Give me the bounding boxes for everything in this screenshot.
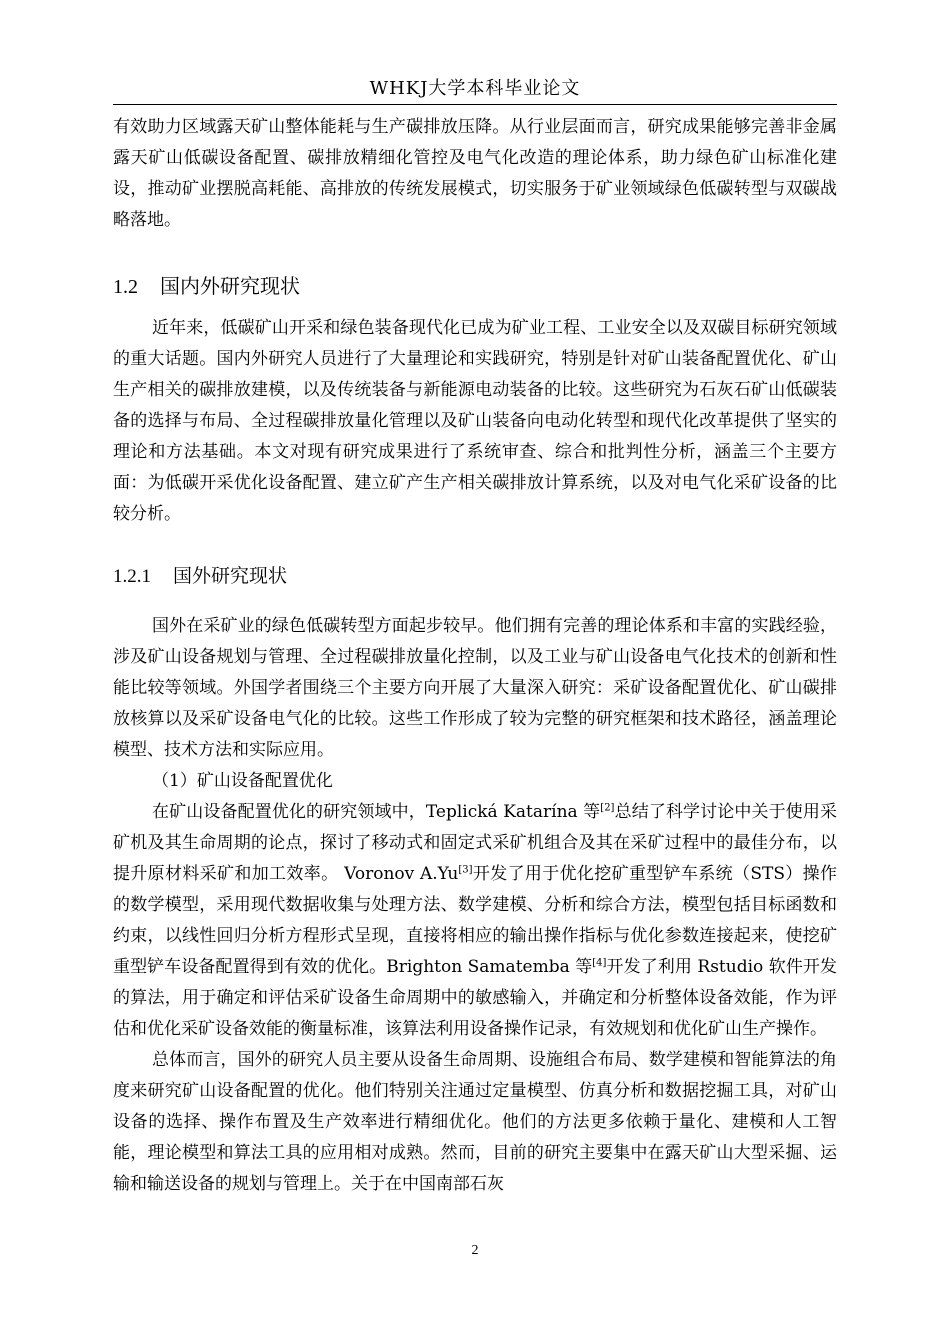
paragraph-text: 在矿山设备配置优化的研究领域中，Teplická Katarína 等 bbox=[152, 802, 601, 822]
header-rule bbox=[113, 104, 837, 105]
section-title: 国内外研究现状 bbox=[160, 274, 300, 298]
paragraph-summary: 总体而言，国外的研究人员主要从设备生命周期、设施组合布局、数学建模和智能算法的角度来研究矿山设备配置的优化。他们特别关注通过定量模型、仿真分析和数据挖掘工具，对矿山设备的选择、操作布置及生产效率进行精细优化。他们的方法更多依赖于量化、建模和人工智能，理论模型和算法工具的应用相对成熟。然而，目前的研究主要集中在露天矿山大型采掘、运输和输送设备的规划与管理上。关于在中国南部石灰 bbox=[113, 1050, 837, 1194]
paragraph-intro-tail: 有效助力区域露天矿山整体能耗与生产碳排放压降。从行业层面而言，研究成果能够完善非金属露天矿山低碳设备配置、碳排放精细化管控及电气化改造的理论体系，助力绿色矿山标准化建设，推动矿业摆脱高耗能、高排放的传统发展模式，切实服务于矿业领域绿色低碳转型与双碳战略落地。 bbox=[113, 117, 837, 230]
paragraph-text: 开发了利用 Rstudio 软件开发的算法，用于确定和评估采矿设备生命周期中的敏感输入，并确定和分析整体设备效能，作为评估和优化采矿设备效能的衡量标准，该算法利用设备操作记录，有效规划和优化矿山生产操作。 bbox=[113, 957, 837, 1039]
section-number: 1.2 bbox=[113, 276, 138, 298]
page-number: 2 bbox=[471, 1243, 479, 1258]
subsection-heading bbox=[113, 562, 837, 591]
subsection-number: 1.2.1 bbox=[113, 566, 151, 587]
citation-ref[interactable]: [4] bbox=[592, 957, 607, 969]
paragraph-text: 开发了用于优化挖矿重型铲车系统（STS）操作的数学模型，采用现代数据收集与处理方法、数学建模、分析和综合方法，模型包括目标函数和约束，以线性回归分析方程形式呈现，直接将相应的输出操作指标与优化参数连接起来，使挖矿重型铲车设备配置得到有效的优化。Brighton Samatemba 等 bbox=[113, 864, 837, 977]
page-body bbox=[113, 112, 837, 1200]
paragraph-equipment-optimization bbox=[113, 797, 837, 1045]
subsection-title: 国外研究现状 bbox=[173, 565, 288, 587]
list-item-heading: （1）矿山设备配置优化 bbox=[152, 771, 333, 791]
section-heading bbox=[113, 272, 837, 301]
paragraph-text: 总结了科学讨论中关于使用采矿机及其生命周期的论点，探讨了移动式和固定式采矿机组合及其在采矿过程中的最佳分布，以提升原材料采矿和加工效率。 Voronov A.Yu bbox=[113, 802, 837, 884]
running-header: WHKJ大学本科毕业论文 bbox=[369, 78, 581, 99]
paragraph-section-overview: 近年来，低碳矿山开采和绿色装备现代化已成为矿业工程、工业安全以及双碳目标研究领域的重大话题。国内外研究人员进行了大量理论和实践研究，特别是针对矿山装备配置优化、矿山生产相关的碳排放建模，以及传统装备与新能源电动装备的比较。这些研究为石灰石矿山低碳装备的选择与布局、全过程碳排放量化管理以及矿山装备向电动化转型和现代化改革提供了坚实的理论和方法基础。本文对现有研究成果进行了系统审查、综合和批判性分析，涵盖三个主要方面：为低碳开采优化设备配置、建立矿产生产相关碳排放计算系统，以及对电气化采矿设备的比较分析。 bbox=[113, 318, 837, 524]
citation-ref[interactable]: [3] bbox=[458, 864, 473, 876]
citation-ref[interactable]: [2] bbox=[600, 802, 615, 814]
paragraph-foreign-overview: 国外在采矿业的绿色低碳转型方面起步较早。他们拥有完善的理论体系和丰富的实践经验，涉及矿山设备规划与管理、全过程碳排放量化控制，以及工业与矿山设备电气化技术的创新和性能比较等领域。外国学者围绕三个主要方向开展了大量深入研究：采矿设备配置优化、矿山碳排放核算以及采矿设备电气化的比较。这些工作形成了较为完整的研究框架和技术路径，涵盖理论模型、技术方法和实际应用。 bbox=[113, 616, 837, 760]
